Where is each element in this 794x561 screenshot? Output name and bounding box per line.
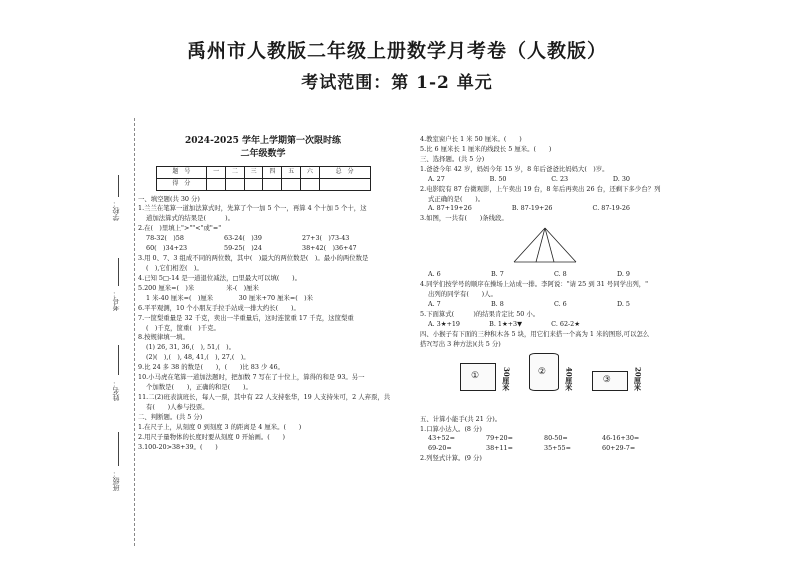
option: A. 87+19+26: [428, 204, 472, 213]
block-height-label: 30厘米: [501, 366, 511, 391]
option-row: [420, 300, 670, 310]
left-column: [138, 135, 391, 453]
question-text: 个加数是( )，正确的和是( )。: [146, 383, 252, 392]
score-header-cell: 总 分: [319, 166, 370, 178]
judge-item: 2.用尺子量物体的长度时要从刻度 0 开始画。( ): [138, 432, 286, 441]
calc-item: 60+29-7=: [602, 444, 636, 453]
question-text: 3.用 0、7、3 组成不同的两位数，其中( )最大的两位数是( )。最小的两位数是: [138, 254, 369, 263]
question-text: 11.二(2)班表演班长，每人一票，其中有 22 人支持张华，19 人支持朱可，2 人弃票，共: [138, 392, 391, 401]
binding-line: [134, 118, 135, 546]
section-heading: 四、小猴子有下面的三种积木各 5 块，用它们来搭一个高为 1 米的图形,可以怎么: [420, 329, 650, 338]
question-text: 4.已知 5□-14 是一道退位减法，□里最大可以填( )。: [138, 273, 302, 282]
option: B. 7: [490, 270, 504, 279]
score-cell: [226, 178, 245, 190]
option: B. 8: [490, 299, 504, 308]
score-row-label: 得 分: [156, 178, 207, 190]
block-height-label: 20厘米: [633, 366, 643, 391]
question-text: 式正确的是( )。: [428, 194, 485, 203]
block-mark: ②: [537, 366, 546, 377]
question-text: 1.兰兰在笔算一道加法算式时，先算了个一加 5 个一，再算 4 个十加 5 个十，这: [138, 204, 367, 213]
margin-blank-name: [118, 345, 119, 375]
compare-row: [138, 244, 388, 254]
score-cell: [244, 178, 263, 190]
calc-item: 69-20=: [428, 444, 452, 453]
question-text: 1 米-40 厘米=( )厘米 30 厘米+70 厘米=( )米: [146, 293, 314, 302]
block-height-label: 40厘米: [564, 366, 574, 391]
section-heading: 三、选择题。(共 5 分): [420, 154, 485, 163]
section-heading: 五、计算小能手(共 21 分)。: [420, 414, 502, 423]
question-text: 1.口算小达人。(8 分): [420, 424, 482, 433]
question-text: 道加法算式的结果是( )。: [146, 214, 235, 223]
score-cell: [319, 178, 370, 190]
answer-space: [420, 393, 670, 415]
question-text: 2.在( )里填上">""<"或"=": [138, 224, 222, 233]
option: A. 3★+19: [428, 319, 460, 328]
question-text: 6.平平观测，10 个小朋友手拉手站成一排大约长( )。: [138, 303, 300, 312]
question-text: 有( )人参与投票。: [146, 402, 209, 411]
score-header-cell: 五: [282, 166, 301, 178]
score-cell: [263, 178, 282, 190]
section-heading: 二、判断题。(共 5 分): [138, 412, 203, 421]
question-text: 5.下面算式( )的结果肯定比 50 小。: [420, 309, 540, 318]
judge-item: 5.比 6 厘米长 1 厘米的线段长 5 厘米。( ): [420, 144, 552, 153]
score-header-cell: 题 号: [156, 166, 207, 178]
score-header-cell: 四: [263, 166, 282, 178]
judge-item: 3.100-20>38+39。( ): [138, 442, 218, 451]
margin-label-name: 姓名：: [112, 380, 120, 401]
calc-item: 79+20=: [486, 434, 513, 443]
judge-item: 1.在尺子上，从刻度 0 到刻度 3 的距离是 4 厘米。( ): [138, 422, 302, 431]
score-header-cell: 六: [300, 166, 319, 178]
margin-label-school: 学校：: [112, 200, 120, 221]
question-text: (1) 26, 31, 36,( ), 51,( )。: [146, 343, 236, 352]
compare-item: 27+3( )73-43: [302, 234, 350, 243]
question-text: 搭?(写出 3 种方法)(共 5 分): [420, 339, 501, 348]
score-header-row: [156, 166, 370, 178]
question-text: 8.按规律填一填。: [138, 333, 189, 342]
option: C. 6: [553, 299, 567, 308]
exam-scope: 考试范围：第 1-2 单元: [301, 73, 493, 93]
score-cell: [300, 178, 319, 190]
score-cell: [282, 178, 301, 190]
question-text: 9.比 24 多 38 的数是( )，( )比 83 少 46。: [138, 363, 284, 372]
block-2: [529, 353, 559, 391]
calc-item: 35+55=: [544, 444, 571, 453]
margin-blank-school: [118, 175, 119, 197]
block-3: [592, 371, 628, 391]
option: D. 5: [616, 299, 630, 308]
option: C. 62-2★: [551, 319, 580, 328]
option-row: [420, 270, 670, 280]
score-cell: [207, 178, 226, 190]
question-text: 出列的同学有( )人。: [428, 290, 497, 299]
question-text: 10.小马虎在笔算一道加法题时，把加数 7 写在了十位上，算得的和是 93。另一: [138, 373, 365, 382]
score-header-cell: 一: [207, 166, 226, 178]
question-text: 1.爸爸今年 42 岁，妈妈今年 15 岁，8 年后爸爸比妈妈大( )岁。: [420, 164, 609, 173]
compare-item: 78-32( )58: [146, 234, 184, 243]
calc-item: 46-16+30=: [602, 434, 640, 443]
margin-blank-number: [118, 258, 119, 286]
option: A. 6: [428, 270, 441, 279]
option: C. 23: [551, 174, 569, 183]
score-header-cell: 三: [244, 166, 263, 178]
option: B. 87-19+26: [511, 204, 553, 213]
compare-item: 59-25( )24: [224, 244, 262, 253]
question-text: ( )千克，筐重( )千克。: [146, 323, 220, 332]
compare-item: 38+42( )36+47: [302, 244, 357, 253]
paper-subject: 二年级数学: [240, 148, 286, 159]
calc-item: 43+52=: [428, 434, 455, 443]
question-text: 3.如图，一共有( )条线段。: [420, 214, 508, 223]
block-mark: ③: [602, 374, 611, 385]
block-1: [460, 363, 496, 391]
question-text: (2)( ),( ), 48, 41,( ), 27,( )。: [146, 353, 250, 362]
option: D. 9: [616, 270, 630, 279]
section-heading: 一、填空题(共 30 分): [138, 194, 200, 203]
option: A. 7: [428, 299, 441, 308]
compare-item: 63-24( )39: [224, 234, 262, 243]
paper-title: 2024-2025 学年上学期第一次限时练: [185, 136, 341, 146]
option: B. 1★+3▼: [489, 319, 523, 328]
question-text: 7.一筐梨重量是 32 千克，卖出一半重量后，这时连筐重 17 千克，这筐梨重: [138, 313, 354, 322]
option-row: [420, 320, 670, 330]
oral-calc-grid: [420, 434, 670, 454]
option: D. 30: [612, 174, 630, 183]
question-text: ( ),它们相差( )。: [146, 263, 203, 272]
option: B. 50: [489, 174, 507, 183]
margin-blank-class: [118, 432, 119, 466]
option: C. 8: [553, 270, 567, 279]
question-text: 4.同学们按学号的顺序在操场上站成一排。李阿说："请 25 到 31 号同学出列，": [420, 280, 649, 289]
right-column: [420, 135, 670, 464]
score-value-row: [156, 178, 370, 190]
margin-label-class: 班级：: [112, 470, 120, 491]
calc-item: 38+11=: [486, 444, 513, 453]
margin-label-number: 考号：: [112, 290, 120, 311]
judge-item: 4.教室窗户长 1 米 50 厘米。( ): [420, 135, 522, 143]
question-text: 2.列竖式计算。(9 分): [420, 454, 482, 463]
question-text: 5.200 厘米=( )米 米-( )厘米: [138, 283, 259, 292]
triangle-segments-figure: [510, 226, 580, 266]
block-mark: ①: [471, 370, 480, 381]
option-row: [420, 204, 670, 214]
calc-item: 80-50=: [544, 434, 568, 443]
exam-title: 禹州市人教版二年级上册数学月考卷（人教版）: [186, 40, 607, 62]
option: A. 27: [428, 174, 445, 183]
compare-item: 60( )34+23: [146, 244, 188, 253]
option: C. 87-19-26: [592, 204, 630, 213]
option-row: [420, 175, 670, 185]
blocks-figure: [460, 353, 670, 391]
compare-row: [138, 234, 388, 244]
score-table: [156, 166, 371, 191]
score-header-cell: 二: [226, 166, 245, 178]
question-text: 2.电影院有 87 台微观影，上午卖出 19 台，8 年后再卖出 26 台，还剩下多少台？列: [420, 184, 661, 193]
